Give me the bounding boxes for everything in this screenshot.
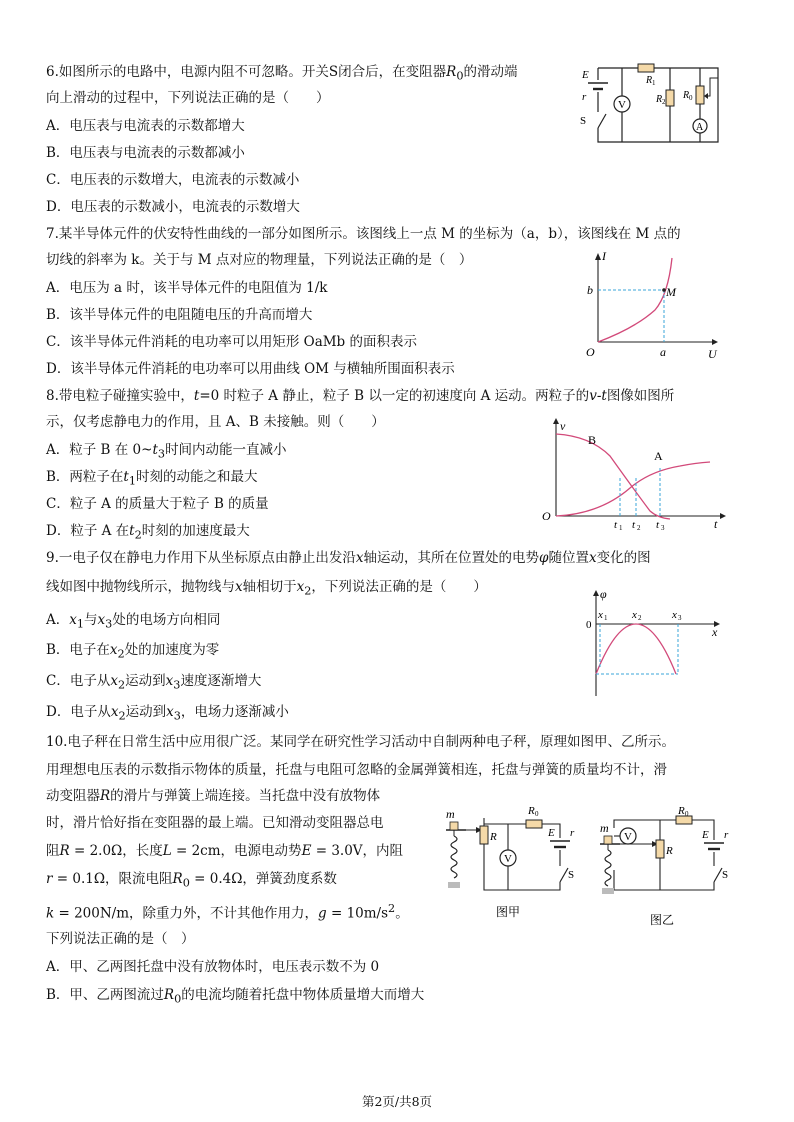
label-r2-sub: 2 [662,98,666,106]
curve-b [556,434,670,519]
label-x2: x [632,609,637,621]
label-x2-sub: 2 [638,614,642,622]
label-t2: t [632,519,636,531]
label-r0: R [678,806,685,817]
q7-option-b: B．该半导体元件的电阻随电压的升高而增大 [46,307,313,323]
label-r0: R [683,90,690,101]
switch-icon [593,112,606,128]
label-s: S [568,869,575,881]
q7-option-c: C．该半导体元件消耗的电功率可以用矩形 OaMb 的面积表示 [46,334,417,350]
q10-line4: 时，滑片恰好指在变阻器的最上端。已知滑动变阻器总电 [46,815,384,831]
label-e: E [582,69,589,81]
label-b: b [587,283,593,297]
label-x3-sub: 3 [678,614,682,622]
battery-icon [588,80,608,92]
rheostat-icon [656,840,664,858]
q7-option-d: D．该半导体元件消耗的电功率可以用曲线 OM 与横轴所围面积表示 [46,361,455,377]
label-v: V [618,99,626,111]
label-r0-sub: 0 [535,810,539,818]
q10-line2: 用理想电压表的示数指示物体的质量，托盘与电阻可忽略的金属弹簧相连，托盘与弹簧的质量均不计，滑 [46,762,667,778]
label-t3: t [656,519,660,531]
q7-stem-line1: 7.某半导体元件的伏安特性曲线的一部分如图所示。该图线上一点 M 的坐标为（a，b），该图线在 M 点的 [46,226,681,242]
resistor-r1-icon [638,64,654,72]
resistor-r0-icon [676,816,692,824]
label-o: O [586,345,595,359]
label-t: t [714,517,718,531]
q8-stem-line2: 示，仅考虑静电力的作用，且 A、B 未接触。则（ ） [46,414,385,430]
label-s: S [580,115,587,127]
label-u: U [708,347,717,361]
q8-stem-line1: 8.带电粒子碰撞实验中，t=0 时粒子 A 静止，粒子 B 以一定的初速度向 A 运动。两粒子的v-t图像如图所 [46,388,675,404]
q10-line1: 10.电子秤在日常生活中应用很广泛。某同学在研究性学习活动中自制两种电子秤，原理如图甲、乙所示。 [46,734,675,750]
label-x1-sub: 1 [604,614,608,622]
label-r1: R [646,75,653,86]
label-r: r [582,91,587,103]
label-b: B [588,433,597,447]
q7-stem-line2: 切线的斜率为 k。关于与 M 点对应的物理量，下列说法正确的是（ ） [46,252,473,268]
q9-potential-graph [580,588,724,700]
q9-option-b: B．电子在$x_2$处的加速度为零 [46,642,220,661]
q10-option-b: B．甲、乙两图流过$R_0$的电流均随着托盘中物体质量增大而增大 [46,987,425,1006]
label-m: m [600,821,609,835]
label-x: x [712,625,718,639]
q8-vt-graph [540,416,728,532]
label-m: m [446,807,455,821]
q10-figure-jia [440,800,580,922]
q6-option-d: D．电压表的示数减小，电流表的示数增大 [46,199,300,215]
q8-option-c: C．粒子 A 的质量大于粒子 B 的质量 [46,496,269,512]
label-a: A [654,449,663,463]
q10-line6: r = 0.1Ω，限流电阻$R_0 = 0.4\Omega$，弹簧劲度系数 [46,871,337,890]
label-r: R [666,845,673,857]
q7-option-a: A．电压为 a 时，该半导体元件的电阻值为 1/k [46,280,328,296]
caption-jia: 图甲 [496,905,521,919]
q6-circuit-figure [578,52,730,150]
q10-line5: 阻R = 2.0Ω，长度L = 2cm，电源电动势E = 3.0V，内阻 [46,843,404,859]
q9-option-a: A．$x_1$与$x_3$处的电场方向相同 [46,612,221,631]
q8-option-d: D．粒子 A 在$t_2$时刻的加速度最大 [46,523,250,542]
label-x3: x [672,609,677,621]
label-a: A [696,122,704,133]
label-zero: 0 [586,619,592,631]
q6-stem-line2: 向上滑动的过程中，下列说法正确的是（ ） [46,90,330,106]
rheostat-icon [480,826,488,844]
label-t3-sub: 3 [661,524,665,532]
q8-option-a: A．粒子 B 在 $0\sim t_3$时间内动能一直减小 [46,442,287,461]
label-t2-sub: 2 [637,524,641,532]
spring-icon [605,850,611,886]
q6-option-c: C．电压表的示数增大，电流表的示数减小 [46,172,300,188]
q10-line7: k = 200N/m，除重力外，不计其他作用力，$g = 10m/s^2$。 [46,902,409,922]
label-r0: R [528,805,535,817]
resistor-r2-icon [666,90,674,106]
label-v: V [624,831,632,843]
label-r2: R [656,94,663,105]
q8-option-b: B．两粒子在$t_1$时刻的动能之和最大 [46,469,258,488]
label-phi: φ [600,588,607,601]
label-r1-sub: 1 [652,79,656,87]
spring-icon [451,836,457,878]
label-r-int: r [724,829,729,841]
label-i: I [602,250,606,263]
label-s: S [722,869,729,881]
iv-curve [598,258,672,342]
q6-option-b: B．电压表与电流表的示数都减小 [46,145,245,161]
label-m: M [666,285,676,299]
label-t1: t [614,519,618,531]
label-r0-sub: 0 [689,94,693,102]
label-a: a [660,345,666,359]
q9-stem-line1: 9.一电子仅在静电力作用下从坐标原点由静止出发沿x轴运动，其所在位置处的电势φ随位置x变化的图 [46,550,651,566]
q10-figure-yi [594,806,734,930]
q10-line3: 动变阻器R的滑片与弹簧上端连接。当托盘中没有放物体 [46,788,381,804]
parabola [596,624,676,674]
q10-option-a: A．甲、乙两图托盘中没有放物体时，电压表示数不为 0 [46,959,380,975]
resistor-r0-icon [526,820,542,828]
caption-yi: 图乙 [650,913,675,927]
label-e: E [702,829,709,841]
label-r: R [490,831,497,843]
label-t1-sub: 1 [619,524,623,532]
q7-iv-graph [580,250,720,362]
q6-stem-line1: 6.如图所示的电路中，电源内阻不可忽略。开关S闭合后，在变阻器$R_0$的滑动端 [46,64,518,83]
label-v: v [560,419,566,433]
label-e: E [548,827,555,839]
label-x1: x [598,609,603,621]
q9-option-d: D．电子从$x_2$运动到$x_3$，电场力逐渐减小 [46,704,289,723]
q6-option-a: A．电压表与电流表的示数都增大 [46,118,245,134]
label-o: O [542,509,551,523]
page-footer: 第2页/共8页 [361,1094,433,1109]
q9-option-c: C．电子从$x_2$运动到$x_3$速度逐渐增大 [46,673,262,692]
label-r-int: r [570,827,575,839]
rheostat-r0-icon [696,86,704,104]
q9-stem-line2: 线如图中抛物线所示，抛物线与x轴相切于$x_2$，下列说法正确的是（ ） [46,579,487,598]
label-r0-sub: 0 [685,810,689,818]
label-v: V [504,853,512,865]
q10-line8: 下列说法正确的是（ ） [46,931,195,947]
